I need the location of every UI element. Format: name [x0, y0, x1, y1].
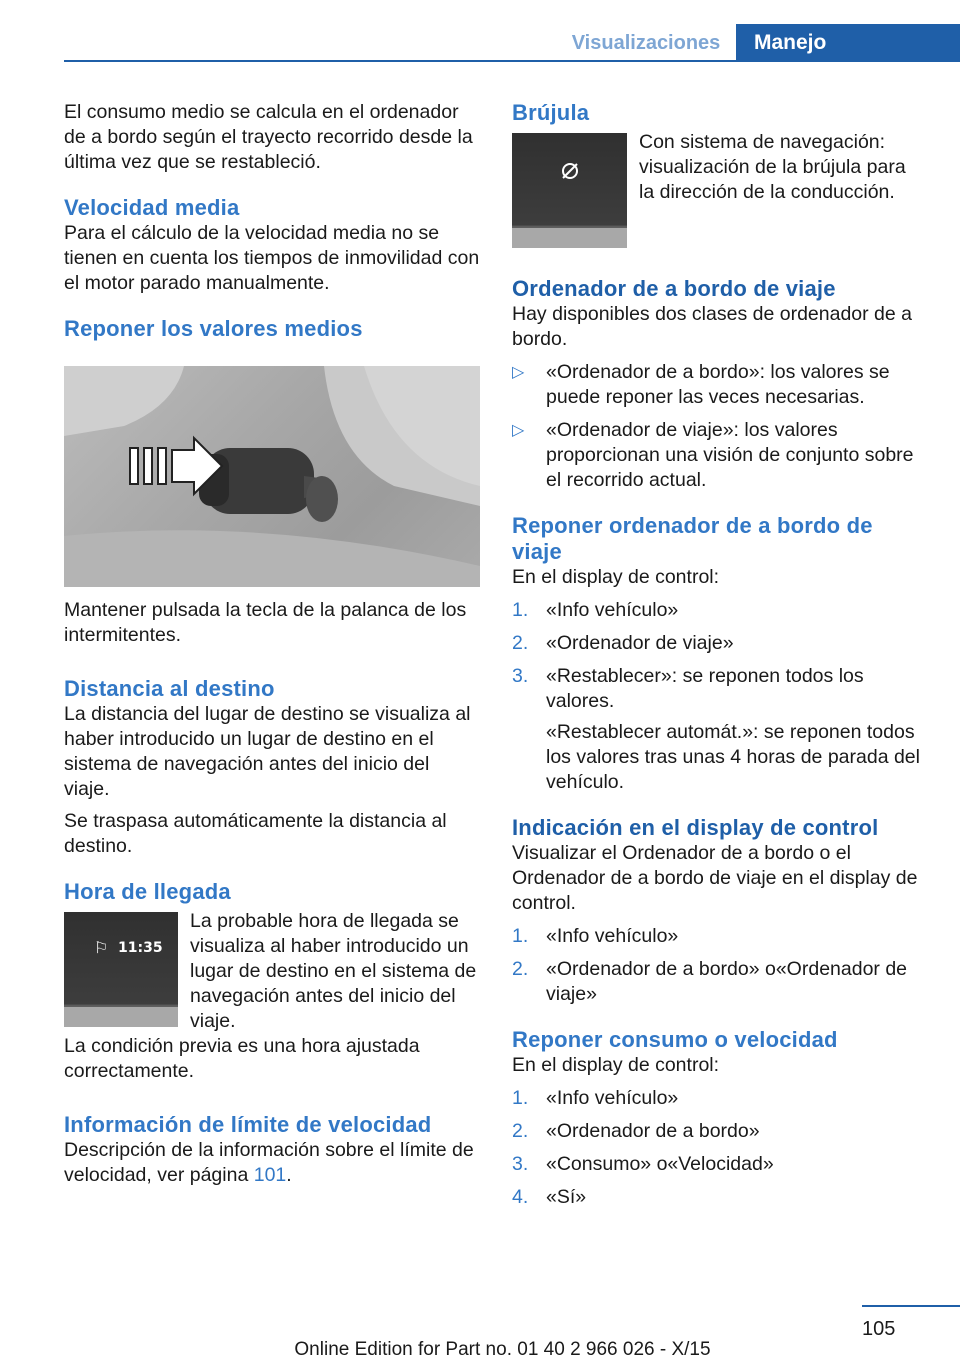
paragraph-hora-2: La condición previa es una hora ajustada correctamente. [64, 1035, 420, 1082]
triangle-bullet-icon: ▷ [512, 364, 525, 381]
display-steps-list [512, 924, 922, 1007]
paragraph-velocidad: Para el cálculo de la velocidad media no se tienen en cuenta los tiempos de inmovilidad con el motor parado manualmente. [64, 222, 480, 294]
arrival-time-display-image [64, 912, 178, 1027]
heading-limite-velocidad: Información de límite de velocidad [64, 1112, 432, 1137]
computer-types-list [512, 360, 922, 493]
paragraph-consumo: El consumo medio se calcula en el ordenador de a bordo según el trayecto recorrido desde la última vez que se restableció. [64, 101, 473, 173]
paragraph-brujula: Con sistema de navegación: visualización de la brújula para la dirección de la conducción. [639, 131, 906, 203]
heading-reponer-consumo: Reponer consumo o velocidad [512, 1027, 838, 1052]
edition-footer: Online Edition for Part no. 01 40 2 966 026 - X/15 [294, 1339, 711, 1360]
list-item: ▷ «Ordenador de viaje»: los valores proporcionan una visión de conjunto sobre el recorrido actual. [512, 419, 914, 491]
heading-reponer-ordenador: Reponer ordenador de a bordo de viaje [512, 513, 873, 564]
heading-ordenador-viaje: Ordenador de a bordo de viaje [512, 276, 836, 301]
right-column [512, 100, 922, 1210]
footer-rule [862, 1305, 960, 1307]
heading-hora-llegada: Hora de llegada [64, 879, 231, 904]
paragraph-hora-1: La probable hora de llegada se visualiza al haber introducido un lugar de destino en el sistema de navegación antes del inicio del viaje. [190, 910, 477, 1032]
arrival-time-value: 11:35 [118, 940, 163, 956]
heading-brujula: Brújula [512, 100, 590, 125]
left-column [64, 100, 480, 1188]
page-number: 105 [862, 1318, 896, 1340]
list-item: 2. «Ordenador de viaje» [512, 632, 734, 654]
reset-steps-list [512, 598, 922, 795]
list-item: 2. «Ordenador de a bordo» [512, 1120, 760, 1142]
tab-visualizaciones[interactable]: Visualizaciones [571, 32, 721, 54]
list-item: 2. «Ordenador de a bordo» o«Ordenador de viaje» [512, 958, 908, 1005]
heading-velocidad-media: Velocidad media [64, 195, 240, 220]
paragraph-limite: Descripción de la información sobre el límite de velocidad, ver página 101. [64, 1139, 474, 1186]
header-rule [64, 60, 960, 62]
paragraph-display-2: En el display de control: [512, 1054, 720, 1076]
auto-reset-note: «Restablecer automát.»: se reponen todos los valores tras unas 4 horas de parada del vehículo. [546, 721, 920, 793]
heading-distancia-destino: Distancia al destino [64, 676, 275, 701]
list-item: 3. «Consumo» o«Velocidad» [512, 1153, 774, 1175]
heading-indicacion-display: Indicación en el display de control [512, 815, 879, 840]
paragraph-distancia-2: Se traspasa automáticamente la distancia al destino. [64, 810, 447, 857]
list-item: 4. «Sí» [512, 1186, 587, 1208]
heading-reponer-valores: Reponer los valores medios [64, 316, 363, 341]
flag-icon: ⚐ [94, 938, 109, 957]
list-item: 1. «Info vehículo» [512, 599, 679, 621]
page-link[interactable]: 101 [253, 1164, 287, 1186]
paragraph-distancia-1: La distancia del lugar de destino se visualiza al haber introducido un lugar de destino en el sistema de navegación antes del inicio del viaje. [64, 703, 471, 800]
paragraph-ordenador: Hay disponibles dos clases de ordenador de a bordo. [512, 303, 913, 350]
tab-manejo[interactable]: Manejo [736, 24, 960, 62]
consumption-steps-list [512, 1086, 922, 1210]
list-item: 3. «Restablecer»: se reponen todos los valores. «Restablecer automát.»: se reponen todos los valores tras unas 4 horas de parada del vehículo. [512, 664, 922, 795]
list-item: ▷ «Ordenador de a bordo»: los valores se puede reponer las veces necesarias. [512, 361, 890, 408]
list-item: 1. «Info vehículo» [512, 1087, 679, 1109]
compass-icon [560, 161, 580, 181]
triangle-bullet-icon: ▷ [512, 422, 525, 439]
paragraph-display-1: En el display de control: [512, 566, 720, 588]
turn-signal-lever-image [64, 366, 480, 587]
paragraph-indicacion: Visualizar el Ordenador de a bordo o el Ordenador de a bordo de viaje en el display de control. [512, 842, 918, 914]
paragraph-reponer: Mantener pulsada la tecla de la palanca de los intermitentes. [64, 599, 467, 646]
compass-display-image [512, 133, 627, 248]
list-item: 1. «Info vehículo» [512, 925, 679, 947]
page-header [0, 24, 960, 62]
